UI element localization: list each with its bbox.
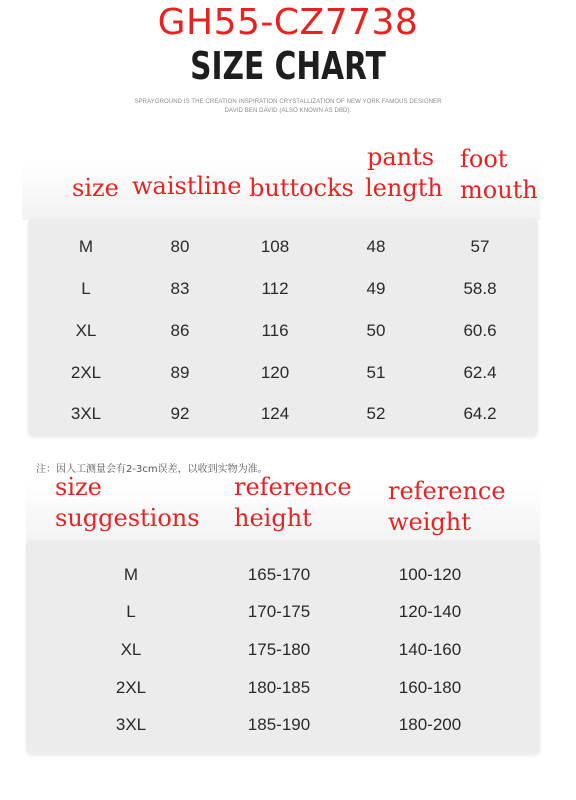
table-cell: 120 xyxy=(260,363,290,382)
table1-header-foot-mouth xyxy=(460,144,538,206)
table2-header-reference-weight xyxy=(388,476,506,538)
table-cell: L xyxy=(126,602,136,621)
table-cell: 100-120 xyxy=(398,565,462,584)
table-cell: 50 xyxy=(366,321,386,340)
table-cell: 83 xyxy=(170,279,190,298)
table-cell: M xyxy=(123,565,139,584)
header-text: reference xyxy=(388,477,506,505)
table-cell: 175-180 xyxy=(247,640,311,659)
table1-header-pants-length xyxy=(365,142,443,204)
table-cell: 80 xyxy=(170,237,190,256)
table-cell: 62.4 xyxy=(463,363,497,382)
table-cell: 49 xyxy=(366,279,386,298)
table-cell: 86 xyxy=(170,321,190,340)
table1-header-size xyxy=(72,173,119,204)
measurement-note: 注：因人工测量会有2-3cm误差，以收到实物为准。 xyxy=(36,464,268,475)
table2-header-size-suggestions xyxy=(55,472,200,534)
header-text: size xyxy=(72,174,119,202)
table-cell: 64.2 xyxy=(463,404,497,423)
table-cell: 170-175 xyxy=(247,602,311,621)
table-cell: 180-200 xyxy=(398,715,462,734)
header-text: height xyxy=(234,504,312,532)
header-text: reference xyxy=(234,473,352,501)
table-cell: 180-185 xyxy=(247,678,311,697)
subtitle-line: SPRAYGROUND IS THE CREATION INSPIRATION CRYSTALLIZATION OF NEW YORK FAMOUS DESIGNER xyxy=(134,99,442,105)
table-cell: 89 xyxy=(170,363,190,382)
table-cell: 165-170 xyxy=(247,565,311,584)
table-cell: 52 xyxy=(366,404,386,423)
table-cell: 3XL xyxy=(70,404,102,423)
table-cell: 58.8 xyxy=(463,279,497,298)
table-cell: 185-190 xyxy=(247,715,311,734)
table-cell: 112 xyxy=(261,279,289,298)
header-text: suggestions xyxy=(55,504,200,532)
table-cell: 48 xyxy=(366,237,386,256)
header-text: waistline xyxy=(132,172,242,200)
table-cell: XL xyxy=(75,321,97,340)
table-cell: L xyxy=(81,279,91,298)
table-cell: 120-140 xyxy=(398,602,462,621)
header-text: length xyxy=(365,174,443,202)
table-cell: XL xyxy=(120,640,142,659)
subtitle xyxy=(100,98,476,116)
table-cell: 124 xyxy=(260,404,290,423)
header-text: weight xyxy=(388,508,471,536)
table-cell: M xyxy=(78,237,94,256)
table-cell: 160-180 xyxy=(398,678,462,697)
table-cell: 60.6 xyxy=(463,321,497,340)
table-cell: 108 xyxy=(260,237,290,256)
table2-header-reference-height xyxy=(234,472,352,534)
header-text: buttocks xyxy=(249,174,354,202)
table-cell: 140-160 xyxy=(398,640,462,659)
table1-header-waistline xyxy=(132,171,242,202)
table-cell: 92 xyxy=(170,404,190,423)
page-title: SIZE CHART xyxy=(190,44,386,88)
product-code: GH55-CZ7738 xyxy=(157,2,419,43)
header-text: pants xyxy=(367,143,435,171)
table-cell: 51 xyxy=(366,363,386,382)
table-cell: 2XL xyxy=(70,363,102,382)
table-cell: 2XL xyxy=(115,678,147,697)
table-cell: 3XL xyxy=(115,715,147,734)
header-text: foot xyxy=(460,145,508,173)
header-text: mouth xyxy=(460,176,538,204)
table-cell: 116 xyxy=(261,321,289,340)
header-text: size xyxy=(55,473,102,501)
table-cell: 57 xyxy=(470,237,490,256)
table1-header-buttocks xyxy=(249,173,354,204)
subtitle-line: DAVID BEN DAVID (ALSO KNOWN AS DBD). xyxy=(224,108,352,114)
